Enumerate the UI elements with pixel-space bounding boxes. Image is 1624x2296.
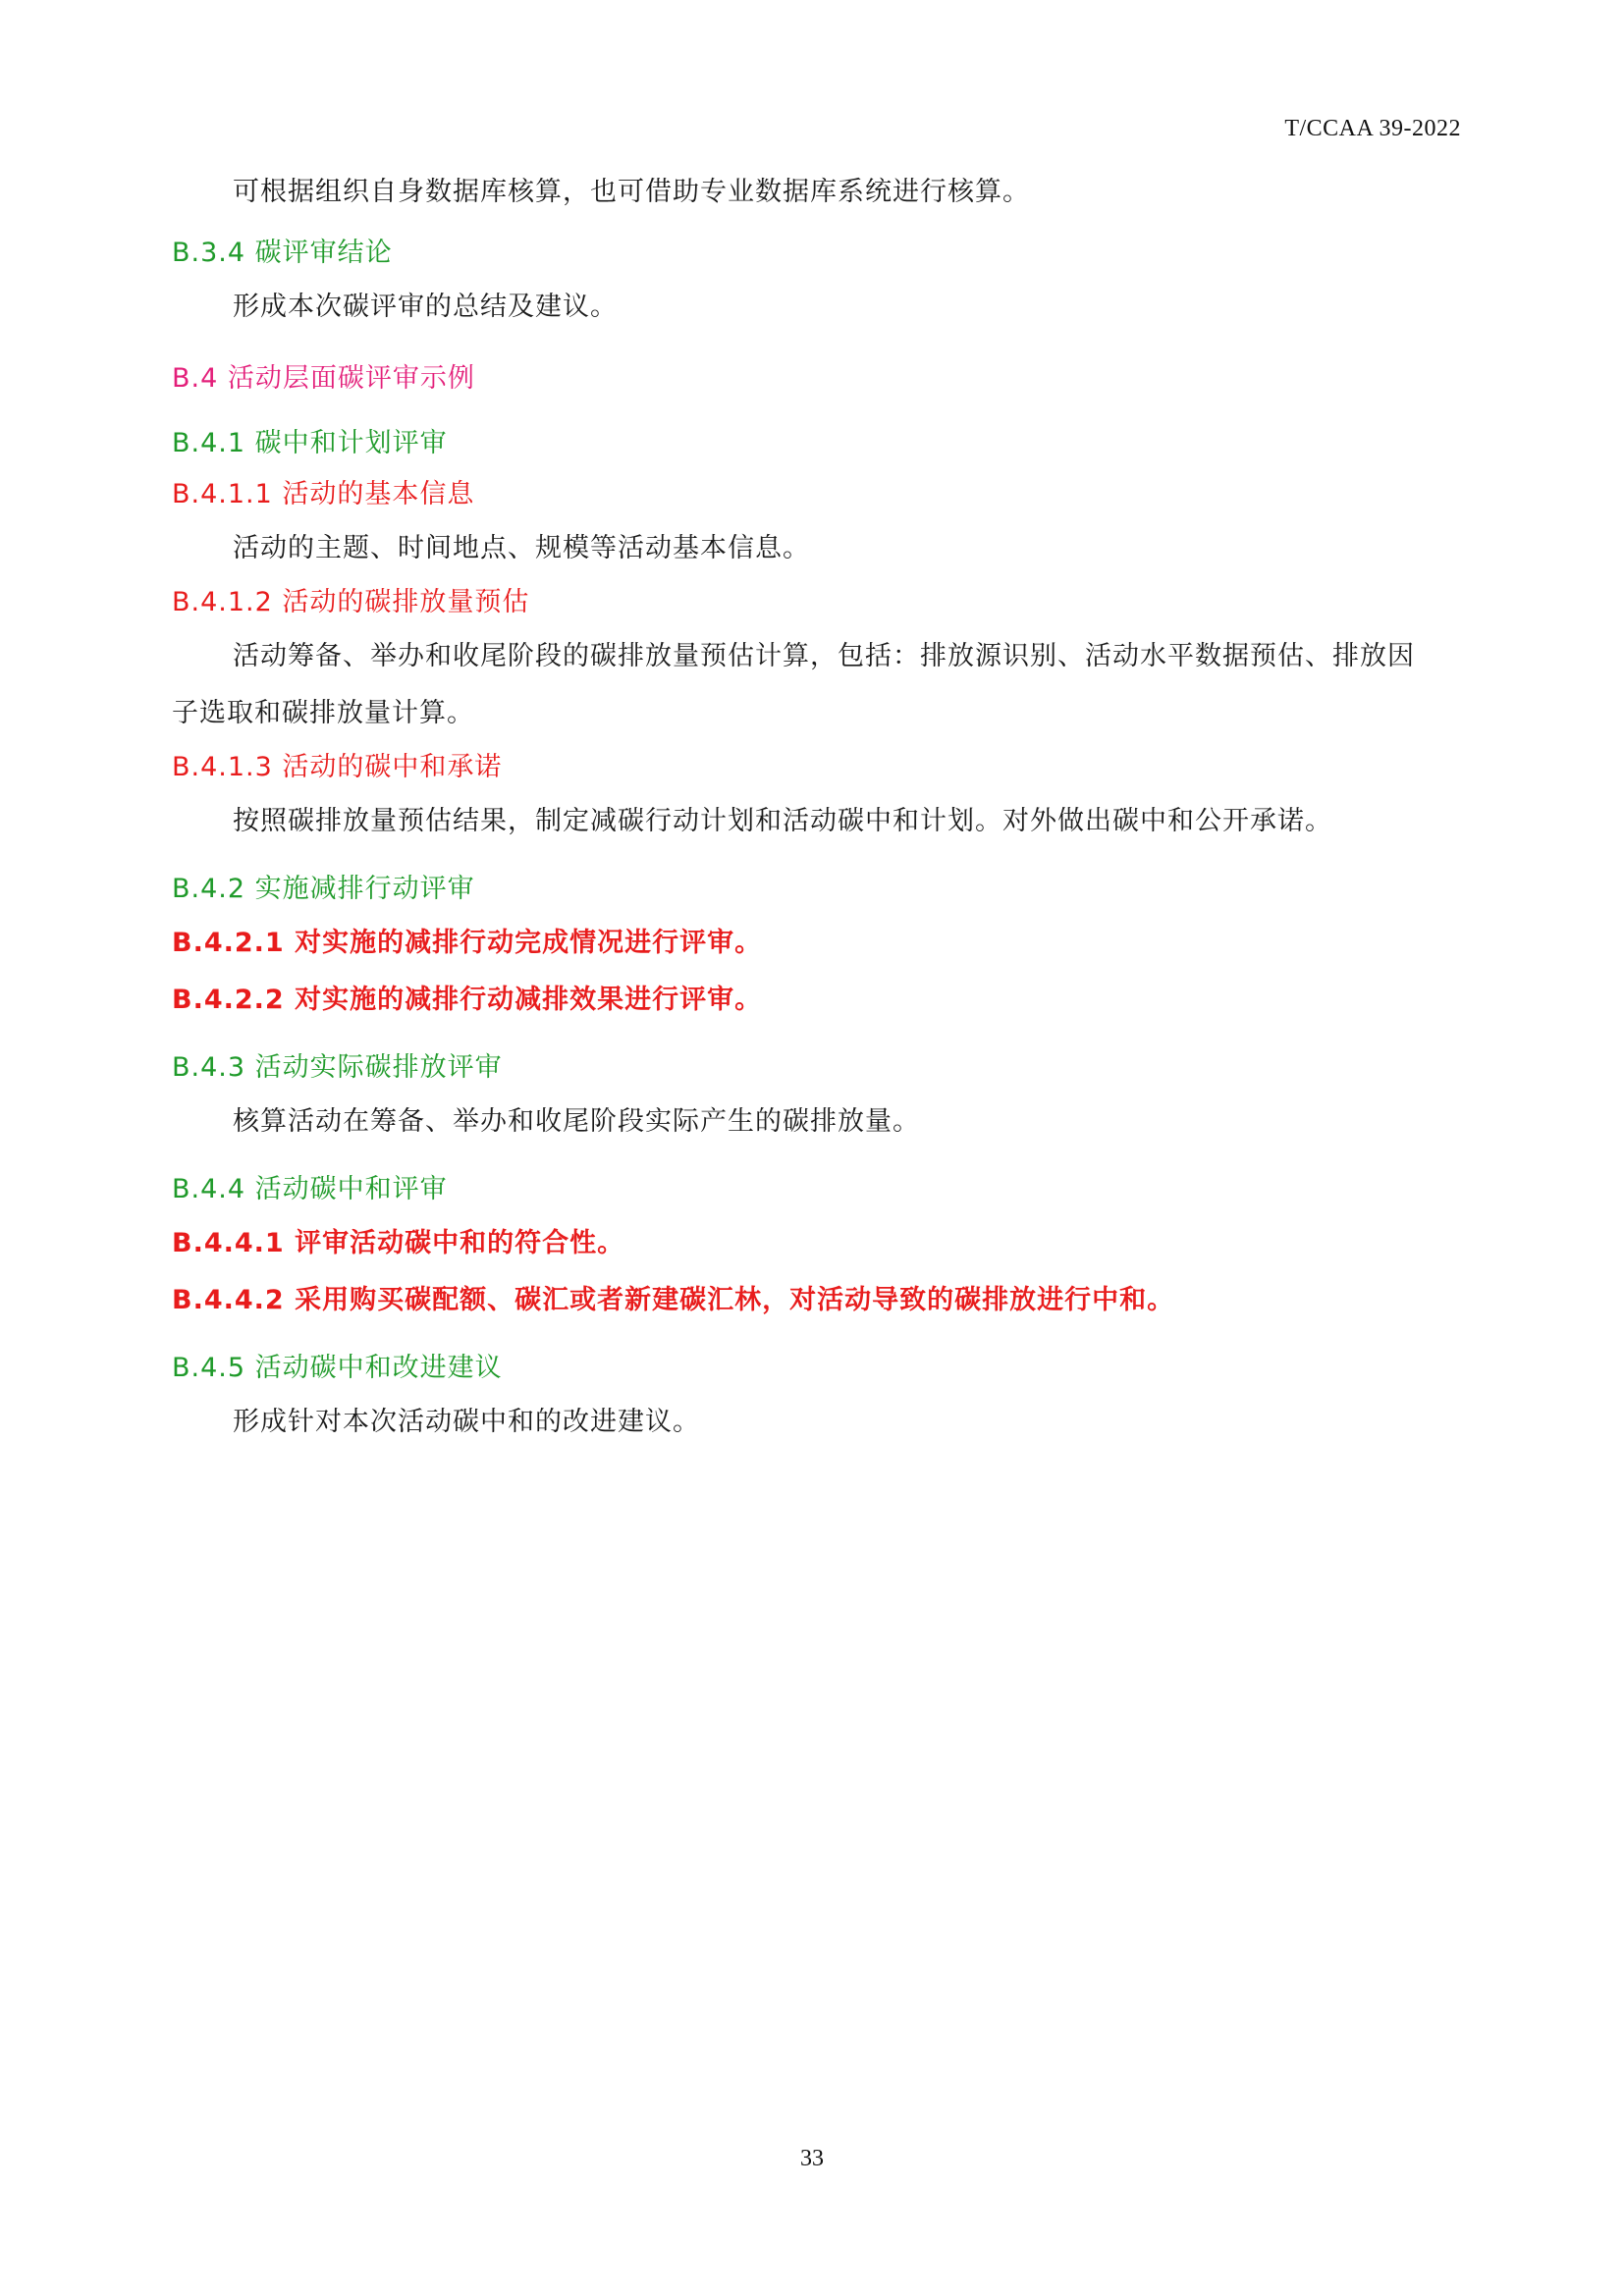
heading-b41: B.4.1 碳中和计划评审 (172, 428, 448, 458)
page-number: 33 (800, 2146, 824, 2171)
paragraph-b43: 核算活动在筹备、举办和收尾阶段实际产生的碳排放量。 (233, 1106, 920, 1137)
paragraph-intro: 可根据组织自身数据库核算，也可借助专业数据库系统进行核算。 (233, 177, 1030, 207)
heading-b411: B.4.1.1 活动的基本信息 (172, 479, 475, 509)
heading-b45: B.4.5 活动碳中和改进建议 (172, 1353, 503, 1383)
heading-b421: B.4.2.1 对实施的减排行动完成情况进行评审。 (172, 928, 763, 958)
heading-b413: B.4.1.3 活动的碳中和承诺 (172, 752, 503, 782)
heading-b42: B.4.2 实施减排行动评审 (172, 874, 475, 904)
document-code: T/CCAA 39-2022 (1284, 116, 1461, 141)
heading-b422: B.4.2.2 对实施的减排行动减排效果进行评审。 (172, 985, 763, 1015)
paragraph-b412-line2: 子选取和碳排放量计算。 (172, 698, 474, 728)
paragraph-b411: 活动的主题、时间地点、规模等活动基本信息。 (233, 533, 810, 563)
heading-b412: B.4.1.2 活动的碳排放量预估 (172, 587, 530, 617)
heading-b441: B.4.4.1 评审活动碳中和的符合性。 (172, 1228, 625, 1258)
paragraph-b34: 形成本次碳评审的总结及建议。 (233, 292, 618, 322)
heading-b44: B.4.4 活动碳中和评审 (172, 1174, 448, 1204)
paragraph-b45: 形成针对本次活动碳中和的改进建议。 (233, 1407, 700, 1437)
paragraph-b413: 按照碳排放量预估结果，制定减碳行动计划和活动碳中和计划。对外做出碳中和公开承诺。 (233, 806, 1332, 836)
page-content (172, 165, 1458, 1451)
heading-b34: B.3.4 碳评审结论 (172, 238, 393, 268)
paragraph-b412-line1: 活动筹备、举办和收尾阶段的碳排放量预估计算，包括：排放源识别、活动水平数据预估、排放因 (233, 641, 1415, 671)
heading-b442: B.4.4.2 采用购买碳配额、碳汇或者新建碳汇林，对活动导致的碳排放进行中和。 (172, 1285, 1175, 1315)
heading-b43: B.4.3 活动实际碳排放评审 (172, 1052, 503, 1083)
heading-b4: B.4 活动层面碳评审示例 (172, 363, 475, 394)
